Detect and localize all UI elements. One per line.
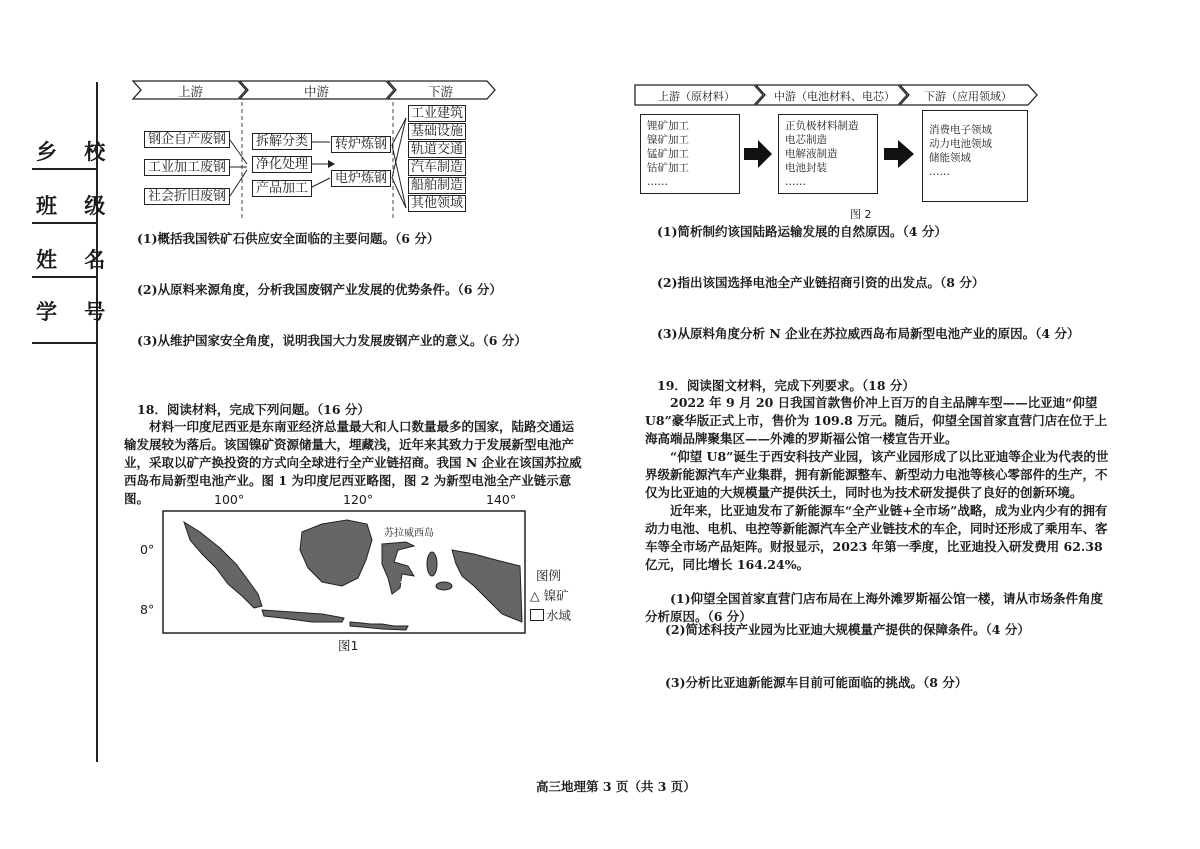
- class-label: 班 级: [36, 193, 116, 218]
- fig2-midstream-item: 电芯制造: [785, 134, 827, 146]
- fig2-upstream-item: ……: [647, 176, 668, 188]
- q19-paragraph-2: “仰望 U8”诞生于西安科技产业园，该产业园形成了以比亚迪等企业为代表的世界级新能源汽车产业集群，拥有新能源整车、新型动力电池等核心零部件的生产，不仅为比亚迪的大规模量产提供沃土，同时也为技术研发提供了良好的创新环境。: [645, 449, 1109, 500]
- student-id-line: [32, 342, 96, 344]
- fig2-header-midstream: 中游（电池材料、电芯）: [774, 90, 895, 103]
- fig2-arrows: [632, 82, 1042, 222]
- fig2-header-downstream: 下游（应用领域）: [924, 90, 1012, 103]
- legend-water-swatch: [530, 609, 544, 621]
- q19-paragraph-1: 2022 年 9 月 20 日我国首款售价冲上百万的自主品牌车型——比亚迪“仰望 U8”豪华版正式上市，售价为 109.8 万元。随后，仰望全国首家直营门店在位于上海高端品牌聚集区——外滩的罗斯福公馆一楼宣告开业。: [645, 395, 1108, 446]
- process-box-2: 净化处理: [252, 156, 312, 173]
- q18-title: 18．阅读材料，完成下列问题。（16 分）: [137, 402, 370, 417]
- q19-material: [645, 394, 1115, 574]
- use-box-6: 其他领域: [408, 195, 466, 212]
- process-box-3: 产品加工: [252, 180, 312, 197]
- name-line: [32, 276, 96, 278]
- use-box-2: 基础设施: [408, 123, 466, 140]
- lon-100: 100°: [214, 492, 245, 507]
- use-box-4: 汽车制造: [408, 159, 466, 176]
- svg-text:△: △: [400, 575, 407, 585]
- scrap-steel-flowchart: [130, 78, 500, 228]
- lon-120: 120°: [343, 492, 374, 507]
- fig2-upstream-item: 钴矿加工: [647, 162, 689, 174]
- process-box-1: 拆解分类: [252, 133, 312, 150]
- battery-chain-diagram: [632, 82, 1042, 222]
- legend-nickel: △ 镍矿: [530, 588, 569, 603]
- fig2-arrow-2: [884, 140, 914, 168]
- svg-text:苏拉威西岛: 苏拉威西岛: [384, 528, 434, 539]
- lat-0: 0°: [140, 542, 155, 557]
- smelt-box-1: 转炉炼钢: [331, 136, 391, 153]
- map-caption: 图1: [338, 638, 359, 653]
- indonesia-map: [130, 488, 600, 653]
- name-label: 姓 名: [36, 247, 116, 272]
- fig2-caption: 图 2: [850, 208, 872, 221]
- fig2-arrow-1: [744, 140, 772, 168]
- fig2-midstream-item: 电池封装: [785, 162, 827, 174]
- q19-paragraph-3: 近年来，比亚迪发布了新能源车“全产业链+全市场”战略，成为业内少有的拥有动力电池、电机、电控等新能源汽车全产业链技术的车企，同时还形成了乘用车、客车等全市场产品矩阵。财报显示，2023 年第一季度，比亚迪投入研发费用 62.38 亿元，同比增长 164.24%。: [645, 503, 1108, 572]
- fig2-header-upstream: 上游（原材料）: [658, 90, 735, 103]
- map-frame: [162, 510, 526, 634]
- q19-3: (3)分析比亚迪新能源车目前可能面临的挑战。（8 分）: [665, 675, 968, 690]
- lat-8: 8°: [140, 602, 155, 617]
- q18-2: (2)指出该国选择电池全产业链招商引资的出发点。（8 分）: [657, 275, 985, 290]
- fig2-downstream-item: 消费电子领域: [929, 124, 992, 136]
- fig2-midstream-item: ……: [785, 176, 806, 188]
- q18-1: (1)简析制约该国陆路运输发展的自然原因。（4 分）: [657, 224, 947, 239]
- source-box-1: 钢企自产废钢: [144, 131, 230, 148]
- fig2-upstream-item: 锂矿加工: [647, 120, 689, 132]
- source-box-3: 社会折旧废钢: [144, 188, 230, 205]
- header-midstream: 中游: [304, 84, 330, 99]
- school-line: [32, 168, 96, 170]
- legend-water: 水域: [546, 608, 572, 623]
- class-line: [32, 222, 96, 224]
- fig2-midstream-item: 正负极材料制造: [785, 120, 859, 132]
- student-id-label: 学 号: [36, 299, 116, 324]
- q18-3: (3)从原料角度分析 N 企业在苏拉威西岛布局新型电池产业的原因。（4 分）: [657, 326, 1080, 341]
- q17-3: (3)从维护国家安全角度，说明我国大力发展废钢产业的意义。（6 分）: [137, 333, 527, 348]
- use-box-3: 轨道交通: [408, 141, 466, 158]
- q18-material-text: 材料一印度尼西亚是东南亚经济总量最大和人口数量最多的国家，陆路交通运输发展较为落后。该国镍矿资源储量大，埋藏浅，近年来其致力于发展新型电池产业，采取以矿产换投资的方式向全球进行全产业链招商。我国 N 企业在该国苏拉威西岛布局新型电池产业。图 1 为印度尼西亚略图，图 2 为新型电池全产业链示意图。: [124, 419, 582, 506]
- q19-1-text: (1)仰望全国首家直营门店布局在上海外滩罗斯福公馆一楼，请从市场条件角度分析原因。（6 分）: [645, 591, 1104, 624]
- page-footer: 高三地理第 3 页（共 3 页）: [536, 779, 696, 794]
- lon-140: 140°: [486, 492, 517, 507]
- fig2-downstream-item: ……: [929, 166, 950, 178]
- header-upstream: 上游: [178, 84, 204, 99]
- source-box-2: 工业加工废钢: [144, 159, 230, 176]
- school-label: 乡 校: [36, 139, 116, 164]
- fig2-upstream-item: 锰矿加工: [647, 148, 689, 160]
- q19-title: 19．阅读图文材料，完成下列要求。（18 分）: [657, 378, 915, 393]
- fig2-downstream-item: 储能领域: [929, 152, 971, 164]
- use-box-5: 船舶制造: [408, 177, 466, 194]
- fig2-upstream-item: 镍矿加工: [647, 134, 689, 146]
- q17-2: (2)从原料来源角度，分析我国废钢产业发展的优势条件。（6 分）: [137, 282, 502, 297]
- header-downstream: 下游: [428, 84, 454, 99]
- fig2-midstream-item: 电解液制造: [785, 148, 838, 160]
- use-box-1: 工业建筑: [408, 105, 466, 122]
- q19-2: (2)简述科技产业园为比亚迪大规模量产提供的保障条件。（4 分）: [665, 622, 1030, 637]
- q17-1: (1)概括我国铁矿石供应安全面临的主要问题。（6 分）: [137, 231, 440, 246]
- smelt-box-2: 电炉炼钢: [331, 170, 391, 187]
- fig2-downstream-item: 动力电池领域: [929, 138, 992, 150]
- binding-line: [96, 82, 98, 762]
- legend-title: 图例: [536, 568, 562, 583]
